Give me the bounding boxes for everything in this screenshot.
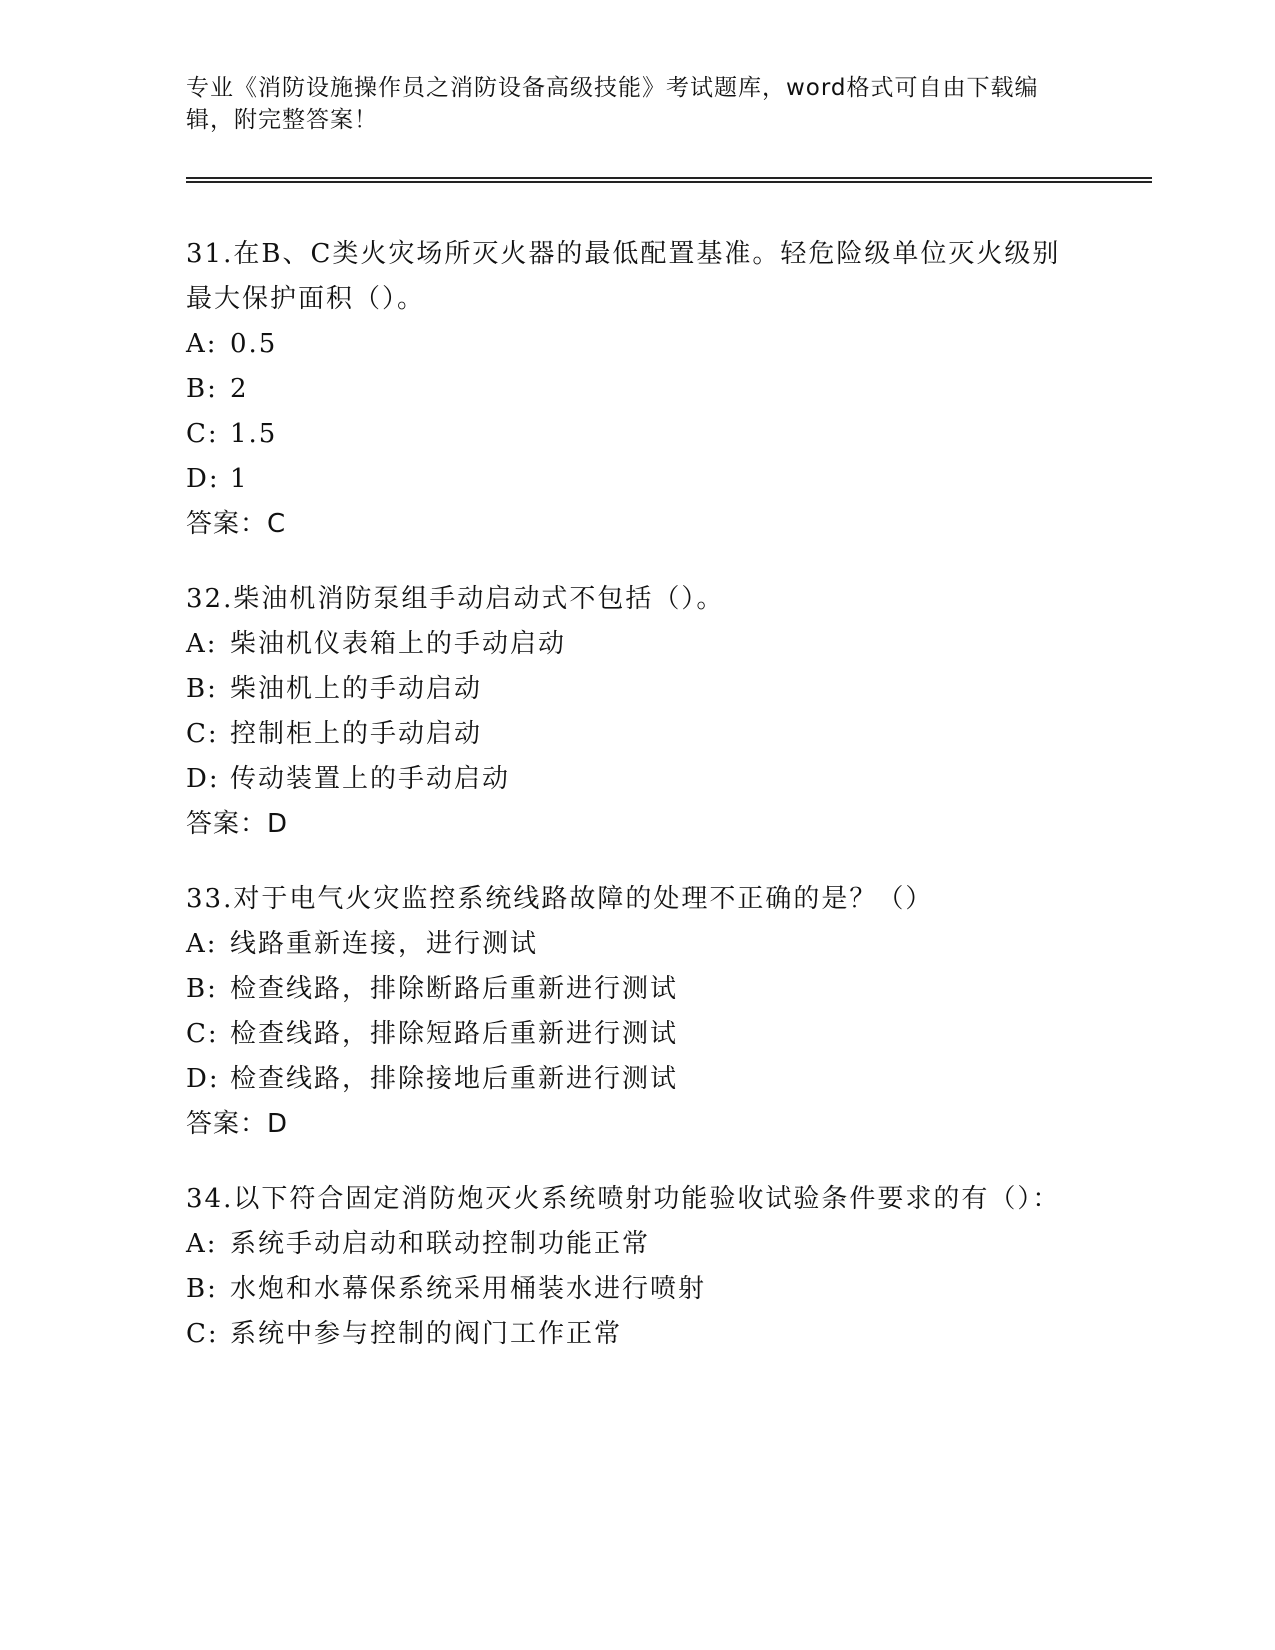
option-letter: A:: [186, 1229, 218, 1259]
header-double-rule: [186, 177, 1152, 183]
option-a: [186, 322, 1066, 367]
option-letter: D:: [186, 764, 220, 794]
question-31: [186, 232, 1066, 547]
option-text: 0.5: [230, 329, 278, 359]
option-a: [186, 1222, 1066, 1267]
option-b: [186, 667, 1066, 712]
option-letter: C:: [186, 1019, 219, 1049]
option-letter: C:: [186, 419, 219, 449]
answer-label: 答案：D: [186, 809, 289, 839]
option-letter: A:: [186, 629, 218, 659]
option-text: 柴油机仪表箱上的手动启动: [230, 629, 567, 659]
option-b: [186, 967, 1066, 1012]
question-34: [186, 1177, 1066, 1357]
option-letter: D:: [186, 464, 220, 494]
option-text: 柴油机上的手动启动: [230, 674, 483, 704]
option-d: [186, 457, 1066, 502]
option-b: [186, 1267, 1066, 1312]
option-text: 检查线路，排除接地后重新进行测试: [230, 1064, 679, 1094]
option-c: [186, 1312, 1066, 1357]
option-text: 控制柜上的手动启动: [230, 719, 483, 749]
option-letter: B:: [186, 974, 218, 1004]
question-32: [186, 577, 1066, 847]
question-33: [186, 877, 1066, 1147]
option-a: [186, 922, 1066, 967]
option-text: 系统手动启动和联动控制功能正常: [230, 1229, 651, 1259]
option-d: [186, 1057, 1066, 1102]
option-d: [186, 757, 1066, 802]
option-c: [186, 412, 1066, 457]
question-list: [186, 232, 1066, 1387]
option-letter: A:: [186, 929, 218, 959]
question-stem: 31.在B、C类火灾场所灭火器的最低配置基准。轻危险级单位灭火级别最大保护面积（）。: [186, 239, 1061, 314]
option-letter: A:: [186, 329, 218, 359]
option-text: 水炮和水幕保系统采用桶装水进行喷射: [230, 1274, 707, 1304]
document-header: 专业《消防设施操作员之消防设备高级技能》考试题库，word格式可自由下载编辑，附完整答案！: [186, 75, 1039, 133]
question-stem: 34.以下符合固定消防炮灭火系统喷射功能验收试验条件要求的有（）：: [186, 1184, 1061, 1214]
option-letter: B:: [186, 1274, 218, 1304]
answer-label: 答案：C: [186, 509, 287, 539]
option-letter: B:: [186, 374, 218, 404]
option-text: 2: [230, 374, 249, 404]
option-a: [186, 622, 1066, 667]
option-letter: C:: [186, 1319, 219, 1349]
option-text: 1.5: [230, 419, 278, 449]
option-text: 传动装置上的手动启动: [230, 764, 511, 794]
answer-label: 答案：D: [186, 1109, 289, 1139]
option-letter: B:: [186, 674, 218, 704]
option-letter: C:: [186, 719, 219, 749]
option-text: 检查线路，排除断路后重新进行测试: [230, 974, 679, 1004]
option-b: [186, 367, 1066, 412]
option-c: [186, 712, 1066, 757]
option-letter: D:: [186, 1064, 220, 1094]
question-stem: 33.对于电气火灾监控系统线路故障的处理不正确的是？（）: [186, 884, 934, 914]
option-text: 检查线路，排除短路后重新进行测试: [230, 1019, 679, 1049]
option-c: [186, 1012, 1066, 1057]
option-text: 系统中参与控制的阀门工作正常: [230, 1319, 623, 1349]
option-text: 线路重新连接，进行测试: [230, 929, 539, 959]
question-stem: 32.柴油机消防泵组手动启动式不包括（）。: [186, 584, 725, 614]
option-text: 1: [230, 464, 249, 494]
